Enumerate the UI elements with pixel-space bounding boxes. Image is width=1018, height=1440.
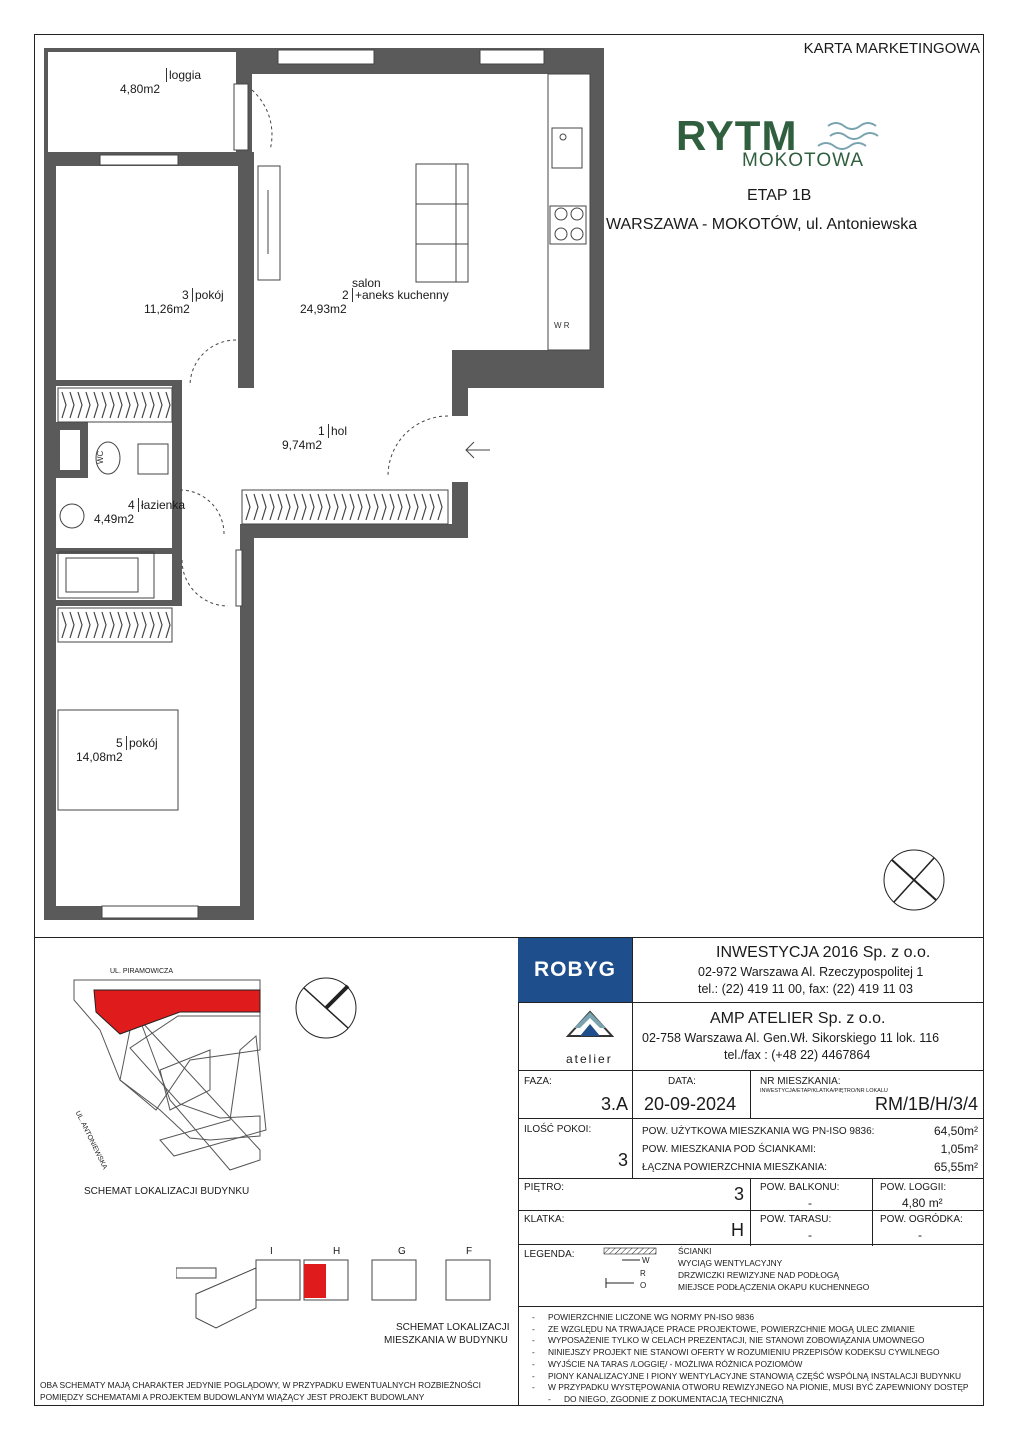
room-1-number: 1 (318, 424, 325, 438)
hanger-mark (310, 494, 314, 520)
compass-icon (884, 850, 944, 910)
note-item: - PIONY KANALIZACYJNE I PIONY WENTYLACYJNE STANOWIĄ CZĘŚĆ WSPÓLNĄ INSTALACJI BUDYNKU (532, 1371, 969, 1383)
hanger-mark (70, 612, 74, 638)
pokoi-label: ILOŚĆ POKOI: (524, 1124, 592, 1135)
loggia-value: 4,80 m² (902, 1196, 943, 1210)
hanger-mark (254, 494, 258, 520)
room-3-area: 11,26m2 (144, 302, 190, 316)
sofa (416, 164, 468, 282)
hanger-mark (422, 494, 426, 520)
hanger-mark (62, 392, 66, 418)
wall-hatch-icon (604, 1248, 656, 1254)
legend-symbols (600, 1246, 660, 1292)
stairwell-label: G (398, 1246, 406, 1257)
faza-value: 3.A (600, 1094, 628, 1114)
legend-item-2: WYCIĄG WENTYLACYJNY (678, 1258, 783, 1268)
hanger-mark (438, 494, 442, 520)
hanger-mark (94, 392, 98, 418)
klatka-label: KLATKA: (524, 1214, 565, 1225)
hanger-mark (86, 392, 90, 418)
hanger-mark (278, 494, 282, 520)
disclaimer-line-2: POMIĘDZY SCHEMATAMI A PROJEKTEM BUDOWLANYM WIĄŻĄCY JEST PROJEKT BUDOWLANY (40, 1392, 425, 1402)
room-3-number: 3 (182, 288, 189, 302)
wc-mark: WC (96, 450, 105, 464)
hanger-mark (134, 612, 138, 638)
hanger-mark (102, 612, 106, 638)
disclaimer-line-1: OBA SCHEMATY MAJĄ CHARAKTER JEDYNIE POGLĄDOWY, W PRZYPADKU EWENTUALNYCH ROZBIEŻNOŚCI (40, 1380, 481, 1390)
bottom-divider (34, 937, 984, 938)
hanger-mark (262, 494, 266, 520)
legend-symbol-w: W (642, 1256, 650, 1265)
nr-label: NR MIESZKANIA: (760, 1076, 841, 1087)
hanger-mark (270, 494, 274, 520)
data-value: 20-09-2024 (644, 1094, 737, 1114)
room-loggia-area: 4,80m2 (120, 82, 161, 96)
hanger-mark (142, 612, 146, 638)
area1-label: POW. UŻYTKOWA MIESZKANIA WG PN-ISO 9836: (642, 1126, 875, 1137)
note-item: - WYPOSAŻENIE TYLKO W CELACH PREZENTACJI, NIE STANOWI ZOBOWIĄZANIA UMOWNEGO (532, 1335, 969, 1347)
grid-col-data (750, 1070, 751, 1118)
grid-line-4 (518, 1210, 984, 1211)
hanger-mark (286, 494, 290, 520)
robyg-logo (518, 938, 632, 1002)
schematic-blocks (176, 1260, 490, 1328)
grid-col-faza (632, 1070, 633, 1118)
balkon-label: POW. BALKONU: (760, 1182, 840, 1193)
wardrobe-room3 (258, 166, 280, 280)
room-4-area: 4,49m2 (94, 512, 135, 526)
note-item: - ZE WZGLĘDU NA TRWAJĄCE PRACE PROJEKTOWE, POWIERZCHNIE MOGĄ ULEC ZMIANIE (532, 1324, 969, 1336)
hanger-mark (342, 494, 346, 520)
note-item: - DO NIEGO, ZGODNIE Z DOKUMENTACJĄ TECHNICZNĄ (532, 1394, 969, 1406)
apartment-highlight (304, 1264, 326, 1298)
building-caption-2: MIESZKANIA W BUDYNKU (384, 1335, 508, 1346)
data-label: DATA: (668, 1076, 696, 1087)
hanger-mark (78, 612, 82, 638)
hanger-mark (158, 612, 162, 638)
building-highlight (94, 990, 260, 1034)
hanger-mark (366, 494, 370, 520)
area3-value: 65,55m² (933, 1160, 978, 1174)
pokoi-value: 3 (617, 1150, 628, 1170)
robyg-address: 02-972 Warszawa Al. Rzeczypospolitej 1 (698, 965, 924, 979)
note-item: - WYJŚCIE NA TARAS /LOGGIĘ/ - MOŻLIWA RÓŻNICA POZIOMÓW (532, 1359, 969, 1371)
closet (58, 388, 172, 422)
room-1-area: 9,74m2 (282, 438, 323, 452)
hanger-mark (118, 612, 122, 638)
loggia-label: POW. LOGGII: (880, 1182, 947, 1193)
walls (44, 48, 604, 920)
notes-divider (518, 1306, 984, 1307)
robyg-logo-text: ROBYG (533, 958, 616, 981)
taras-label: POW. TARASU: (760, 1214, 832, 1225)
legend-item-4: MIEJSCE PODŁĄCZENIA OKAPU KUCHENNEGO (678, 1282, 870, 1292)
hanger-mark (382, 494, 386, 520)
hanger-mark (110, 392, 114, 418)
hanger-mark (166, 392, 170, 418)
logo-main-text: RYTM (676, 112, 798, 159)
ogrodek-value: - (918, 1228, 922, 1242)
grid-col-pietro (750, 1178, 751, 1246)
hanger-mark (398, 494, 402, 520)
legend-symbol-r: R (640, 1269, 646, 1278)
taras-value: - (808, 1228, 812, 1242)
logo-sub-text: MOKOTOWA (742, 150, 864, 171)
site-compass-icon (296, 978, 356, 1038)
hanger-mark (326, 494, 330, 520)
hanger-mark (350, 494, 354, 520)
amp-phone: tel./fax : (+48 22) 4467864 (724, 1048, 871, 1062)
room-2-name2: +aneks kuchenny (352, 288, 449, 302)
building-caption-1: SCHEMAT LOKALIZACJI (396, 1322, 510, 1333)
hanger-mark (430, 494, 434, 520)
room-5-name: pokój (126, 736, 158, 750)
hanger-mark (158, 392, 162, 418)
hanger-mark (246, 494, 250, 520)
robyg-phone: tel.: (22) 419 11 00, fax: (22) 419 11 03 (698, 982, 913, 996)
room-4-number: 4 (128, 498, 135, 512)
closet (242, 490, 448, 524)
hanger-mark (110, 612, 114, 638)
hanger-mark (62, 612, 66, 638)
hanger-mark (166, 612, 170, 638)
room-loggia-name: loggia (166, 68, 201, 82)
area1-value: 64,50m² (933, 1124, 978, 1138)
street-north-label: UL. PIRAMOWICZA (110, 968, 174, 975)
hanger-mark (294, 494, 298, 520)
divider-logo-col (632, 938, 633, 1070)
hanger-mark (302, 494, 306, 520)
hanger-mark (150, 392, 154, 418)
hanger-mark (78, 392, 82, 418)
nr-sub-label: INWESTYCJA/ETAP/KLATKA/PIĘTRO/NR LOKALU (760, 1088, 888, 1094)
legend-item-3: DRZWICZKI REWIZYJNE NAD PODŁOGĄ (678, 1270, 839, 1280)
hanger-mark (150, 612, 154, 638)
hanger-mark (126, 612, 130, 638)
grid-line-5 (518, 1244, 984, 1245)
hanger-mark (86, 612, 90, 638)
robyg-company: INWESTYCJA 2016 Sp. z o.o. (716, 944, 931, 961)
address-label: WARSZAWA - MOKOTÓW, ul. Antoniewska (606, 216, 918, 233)
pietro-value: 3 (733, 1184, 744, 1204)
info-grid (518, 1070, 984, 1246)
room-2-name: salon (352, 276, 381, 290)
hanger-mark (126, 392, 130, 418)
room-4-name: łazienka (138, 498, 185, 512)
grid-line-3 (518, 1178, 984, 1179)
entrance-arrow-icon (466, 442, 490, 458)
hanger-mark (390, 494, 394, 520)
grid-line-top (518, 1070, 984, 1071)
hanger-mark (318, 494, 322, 520)
note-item: - NINIEJSZY PROJEKT NIE STANOWI OFERTY W ROZUMIENIU PRZEPISÓW KODEKSU CYWILNEGO (532, 1347, 969, 1359)
windows (100, 50, 544, 918)
stairwell-label: H (333, 1246, 341, 1257)
closet (58, 608, 172, 642)
legend-symbol-o: O (640, 1281, 647, 1290)
nr-value: RM/1B/H/3/4 (874, 1094, 978, 1114)
hanger-mark (70, 392, 74, 418)
notes-list (532, 1312, 969, 1406)
area2-value: 1,05m² (940, 1142, 978, 1156)
hanger-mark (406, 494, 410, 520)
room-2-number: 2 (342, 288, 349, 302)
amp-logo-icon (560, 1006, 630, 1046)
room-1-name: hol (328, 424, 347, 438)
hanger-mark (358, 494, 362, 520)
grid-line-2 (518, 1118, 984, 1119)
pietro-label: PIĘTRO: (524, 1182, 565, 1193)
balkon-value: - (808, 1196, 812, 1210)
legend-item-1: ŚCIANKI (678, 1246, 712, 1256)
room-2-area: 24,93m2 (300, 302, 347, 316)
amp-address: 02-758 Warszawa Al. Gen.Wł. Sikorskiego 11 lok. 116 (642, 1031, 940, 1045)
room-5-area: 14,08m2 (76, 750, 123, 764)
site-caption: SCHEMAT LOKALIZACJI BUDYNKU (84, 1186, 250, 1197)
room-5-number: 5 (116, 736, 123, 750)
hanger-mark (118, 392, 122, 418)
legend-label: LEGENDA: (524, 1249, 575, 1260)
ogrodek-label: POW. OGRÓDKA: (880, 1214, 963, 1225)
grid-col-pokoi (632, 1118, 633, 1178)
hanger-mark (374, 494, 378, 520)
hanger-mark (142, 392, 146, 418)
faza-label: FAZA: (524, 1076, 552, 1087)
note-item: - POWIERZCHNIE LICZONE WG NORMY PN-ISO 9836 (532, 1312, 969, 1324)
grid-col-balkon (872, 1178, 873, 1246)
hanger-mark (94, 612, 98, 638)
stage-label: ETAP 1B (747, 187, 812, 204)
area2-label: POW. MIESZKANIA POD ŚCIANKAMI: (642, 1144, 816, 1155)
area3-label: ŁĄCZNA POWIERZCHNIA MIESZKANIA: (642, 1162, 828, 1173)
room-3-name: pokój (192, 288, 224, 302)
stairwell-label: F (466, 1246, 473, 1257)
card-title: KARTA MARKETINGOWA (803, 40, 980, 57)
hanger-mark (102, 392, 106, 418)
street-west-label: UL. ANTONIEWSKA (73, 1110, 109, 1171)
kitchen-marks: W R (554, 321, 570, 330)
amp-logo-text: atelier (566, 1052, 613, 1066)
building-schematic (176, 1248, 516, 1348)
stairwell-label: I (270, 1246, 273, 1257)
amp-company: AMP ATELIER Sp. z o.o. (710, 1010, 886, 1027)
klatka-value: H (731, 1220, 744, 1240)
hanger-mark (134, 392, 138, 418)
hanger-mark (334, 494, 338, 520)
divider-robyg-amp (518, 1002, 984, 1003)
hanger-mark (414, 494, 418, 520)
note-item: - W PRZYPADKU WYSTĘPOWANIA OTWORU REWIZYJNEGO NA PIONIE, MUSI BYĆ ZAPEWNIONY DOSTĘP (532, 1382, 969, 1394)
kitchen-counter (548, 74, 590, 350)
